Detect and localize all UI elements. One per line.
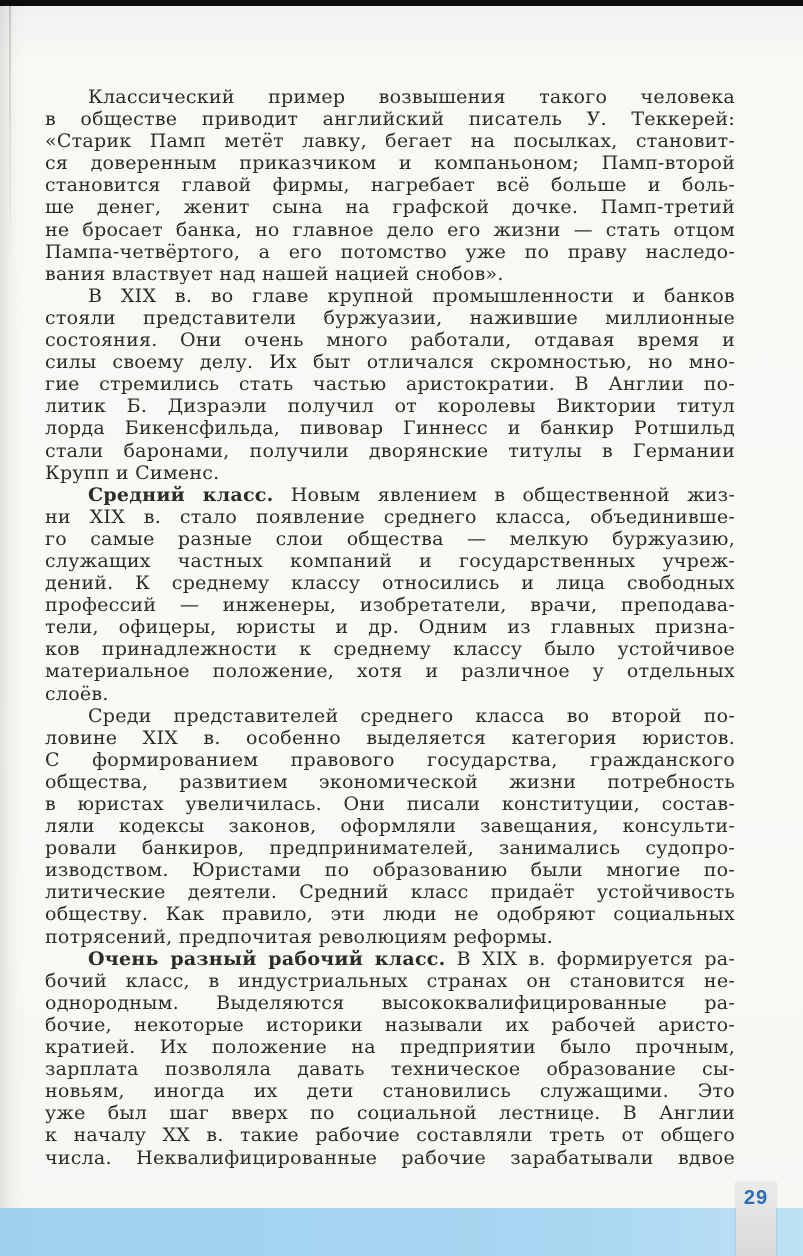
paragraph-1 — [45, 86, 735, 285]
text-line: становится главой фирмы, нагребает всё больше и боль- — [45, 174, 735, 197]
text-line: гие стремились стать частью аристократии. В Англии по- — [45, 373, 735, 396]
text-line: Классический пример возвышения такого человека — [88, 86, 735, 108]
page-number: 29 — [743, 1187, 769, 1209]
text-line-rest: В XIX в. формируется ра- — [456, 947, 735, 970]
text-line: Пампа-четвёртого, а его потомство уже по праву наследо- — [45, 240, 735, 263]
text-line: новьям, иногда их дети становились служащими. Это — [45, 1080, 735, 1103]
page-crease — [9, 6, 11, 266]
footer-band — [0, 1208, 803, 1256]
text-line — [45, 948, 735, 970]
text-line: кратией. Их положение на предприятии было прочным, — [45, 1036, 735, 1059]
paragraph-3-middle-class — [45, 484, 735, 705]
text-line: дений. К среднему классу относились и лица свободных — [45, 572, 735, 595]
text-line: «Старик Памп метёт лавку, бегает на посылках, становит- — [45, 130, 735, 153]
text-line: ровали банкиров, предпринимателей, занимались судопро- — [45, 837, 735, 860]
text-line: числа. Неквалифицированные рабочие зарабатывали вдвое — [45, 1146, 735, 1169]
text-line: Крупп и Сименс. — [45, 461, 220, 484]
text-line: С формированием правового государства, гражданского — [45, 748, 735, 771]
text-line: состояния. Они очень много работали, отдавая время и — [45, 329, 735, 352]
text-line: слоёв. — [45, 682, 109, 705]
paragraph-2 — [45, 285, 735, 484]
paragraph-lead: Средний класс. — [88, 483, 274, 506]
text-line: ловине XIX в. особенно выделяется категория юристов. — [45, 726, 735, 749]
text-line: зарплата позволяла давать техническое образование сы- — [45, 1058, 735, 1081]
text-line: однородным. Выделяются высококвалифицированные ра- — [45, 991, 735, 1014]
text-line: ше денег, женит сына на графской дочке. Памп-третий — [45, 196, 735, 219]
text-line: бочий класс, в индустриальных странах он становится не- — [45, 969, 735, 992]
text-line: потрясений, предпочитая революциям реформы. — [45, 925, 554, 948]
text-line: в юристах увеличилась. Они писали конституции, состав- — [45, 793, 735, 815]
text-line: изводством. Юристами по образованию были многие по- — [45, 859, 735, 882]
text-line-rest: Новым явлением в общественной жиз- — [290, 483, 736, 506]
page-text — [45, 86, 735, 1169]
text-line: стояли представители буржуазии, нажившие миллионные — [45, 306, 735, 329]
text-line: го самые разные слои общества — мелкую буржуазию, — [45, 527, 735, 550]
text-line: лорда Бикенсфильда, пивовар Гиннесс и банкир Ротшильд — [45, 417, 735, 440]
paragraph-4 — [45, 705, 735, 948]
text-line: общества, развитием экономической жизни потребность — [45, 770, 735, 793]
paragraph-5-working-class — [45, 948, 735, 1169]
text-line: не бросает банка, но главное дело его жизни — стать отцом — [45, 218, 735, 241]
text-line: материальное положение, хотя и различное у отдельных — [45, 660, 735, 683]
text-line: к началу XX в. такие рабочие составляли треть от общего — [45, 1124, 735, 1147]
text-line: вания властвует над нашей нацией снобов». — [45, 262, 504, 285]
text-line: Среди представителей среднего класса во второй по- — [88, 704, 735, 727]
text-line: тели, офицеры, юристы и др. Одним из главных призна- — [45, 616, 735, 639]
page-number-tab — [736, 1182, 776, 1256]
text-line: ляли кодексы законов, оформляли завещания, консульти- — [45, 815, 735, 838]
text-line: ни XIX в. стало появление среднего класса, объединивше- — [45, 505, 735, 528]
text-line: ся доверенным приказчиком и компаньоном; Памп-второй — [45, 152, 735, 175]
text-line: уже был шаг вверх по социальной лестнице. В Англии — [45, 1102, 735, 1125]
text-line: литические деятели. Средний класс придаёт устойчивость — [45, 881, 735, 904]
paragraph-lead: Очень разный рабочий класс. — [88, 947, 446, 970]
text-line: обществу. Как правило, эти люди не одобряют социальных — [45, 903, 735, 926]
text-line: в обществе приводит английский писатель У. Теккерей: — [45, 108, 735, 131]
text-line: литик Б. Дизраэли получил от королевы Виктории титул — [45, 395, 735, 418]
text-line: служащих частных компаний и государственных учреж- — [45, 549, 735, 572]
text-line: ков принадлежности к среднему классу было устойчивое — [45, 638, 735, 661]
text-line: В XIX в. во главе крупной промышленности и банков — [88, 284, 735, 307]
text-line: бочие, некоторые историки называли их рабочей аристо- — [45, 1013, 735, 1036]
text-line: стали баронами, получили дворянские титулы в Германии — [45, 439, 735, 462]
text-line — [45, 484, 735, 506]
scan-edge — [0, 0, 803, 6]
text-line: силы своему делу. Их быт отличался скромностью, но мно- — [45, 351, 735, 374]
text-line: профессий — инженеры, изобретатели, врачи, преподава- — [45, 594, 735, 617]
